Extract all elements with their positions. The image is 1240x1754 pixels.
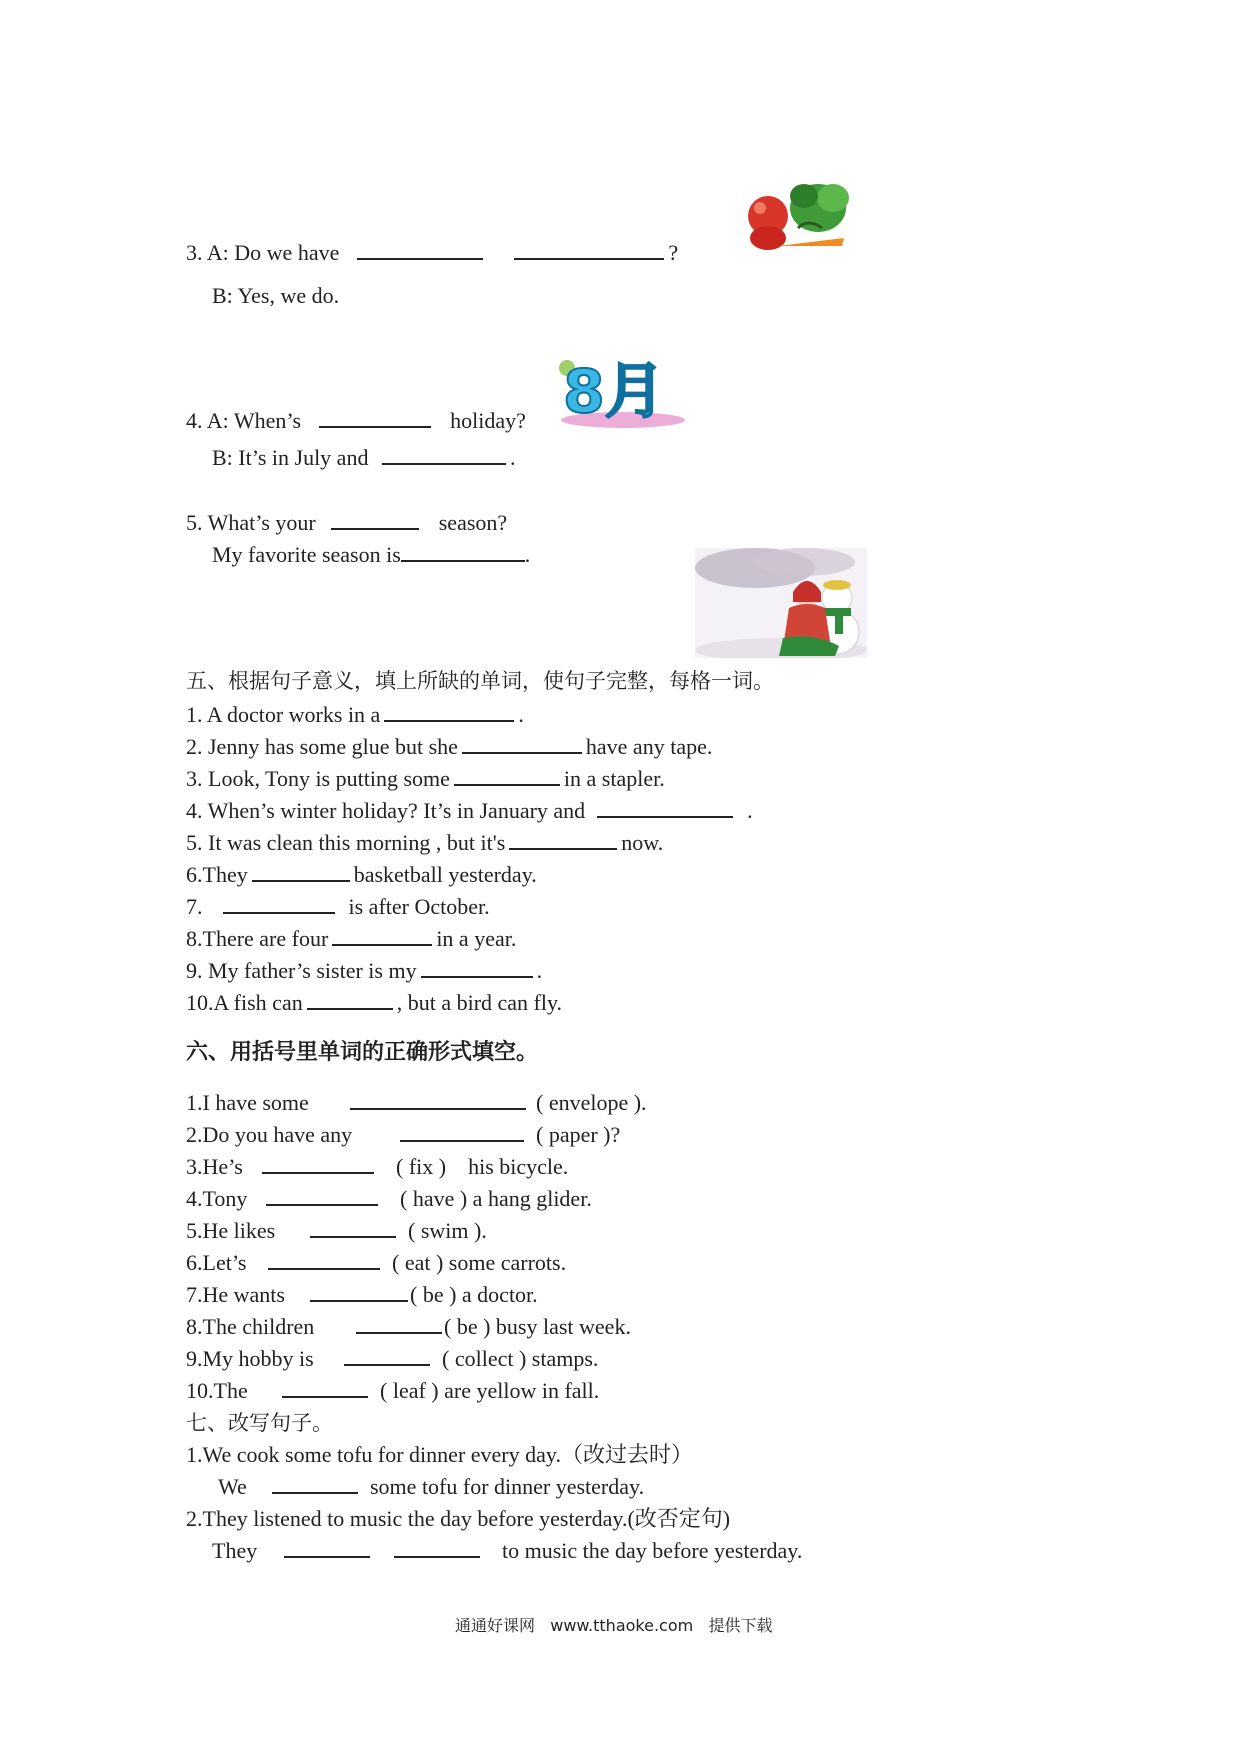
s7-q1-blank[interactable]: [272, 1474, 358, 1494]
s5-7-b: is after October.: [348, 894, 490, 919]
s5-item-8: [186, 926, 516, 952]
s6-8-b: ( be ) busy last week.: [444, 1314, 631, 1339]
q4-mid: holiday?: [450, 408, 526, 433]
s7-q1: 1.We cook some tofu for dinner every day.（改过去时）: [186, 1442, 693, 1467]
s5-7-a: 7.: [186, 894, 203, 919]
s5-9-b: .: [536, 958, 543, 983]
s7-q2-blank-2[interactable]: [394, 1538, 480, 1558]
s6-2-a: 2.Do you have any: [186, 1122, 353, 1147]
s6-10-blank[interactable]: [282, 1378, 368, 1398]
s6-4-b: ( have ) a hang glider.: [400, 1186, 592, 1211]
s6-7-b: ( be ) a doctor.: [410, 1282, 538, 1307]
s6-3-a: 3.He’s: [186, 1154, 243, 1179]
q5-line-b: [212, 542, 530, 568]
s6-item-6: [186, 1250, 566, 1276]
s6-1-a: 1.I have some: [186, 1090, 309, 1115]
q3-blank-2[interactable]: [514, 240, 664, 260]
q4-blank-2[interactable]: [382, 445, 506, 465]
s6-9-blank[interactable]: [344, 1346, 430, 1366]
q3-line-b: B: Yes, we do.: [212, 283, 340, 308]
q5-blank-2[interactable]: [401, 542, 525, 562]
section7-title: 七、改写句子。: [186, 1411, 333, 1435]
s6-2-blank[interactable]: [400, 1122, 524, 1142]
s5-item-7: [186, 894, 490, 920]
s5-3-blank[interactable]: [454, 766, 560, 786]
s6-6-b: ( eat ) some carrots.: [392, 1250, 567, 1275]
s6-item-7: [186, 1282, 538, 1308]
s7-q2-b: to music the day before yesterday.: [502, 1538, 803, 1563]
s5-3-b: in a stapler.: [563, 766, 665, 791]
s7-q1-b: some tofu for dinner yesterday.: [370, 1474, 645, 1499]
s5-7-blank[interactable]: [223, 894, 335, 914]
s6-5-a: 5.He likes: [186, 1218, 276, 1243]
q3-prompt: 3. A: Do we have: [186, 240, 340, 265]
s6-5-blank[interactable]: [310, 1218, 396, 1238]
s5-4-b: .: [747, 798, 753, 823]
s6-item-8: [186, 1314, 631, 1340]
s5-10-a: 10.A fish can: [186, 990, 303, 1015]
s6-7-blank[interactable]: [310, 1282, 408, 1302]
s5-5-blank[interactable]: [509, 830, 617, 850]
s5-item-2: [186, 734, 712, 760]
s5-item-3: [186, 766, 665, 792]
s5-item-4: [186, 798, 753, 824]
q3-line-a: [186, 240, 678, 266]
s6-item-1: [186, 1090, 647, 1116]
s7-q1-answer: [218, 1474, 644, 1500]
q4-line-b: [212, 445, 515, 471]
s5-8-b: in a year.: [436, 926, 517, 951]
q5b-text: My favorite season is: [212, 542, 401, 567]
month-badge-image: [555, 350, 690, 430]
s6-item-2: [186, 1122, 620, 1148]
s7-q2-blank-1[interactable]: [284, 1538, 370, 1558]
vegetables-image: [738, 168, 856, 260]
q4-prompt: 4. A: When’s: [186, 408, 302, 433]
s6-10-b: ( leaf ) are yellow in fall.: [380, 1378, 600, 1403]
s5-item-1: [186, 702, 524, 728]
s6-item-10: [186, 1378, 599, 1404]
s5-item-10: [186, 990, 562, 1016]
s5-9-a: 9. My father’s sister is my: [186, 958, 417, 983]
s6-3-blank[interactable]: [262, 1154, 374, 1174]
s6-item-3: [186, 1154, 568, 1180]
winter-snowman-image: [695, 548, 867, 658]
s5-2-a: 2. Jenny has some glue but she: [186, 734, 458, 759]
s5-6-b: basketball yesterday.: [353, 862, 537, 887]
s6-10-a: 10.The: [186, 1378, 248, 1403]
s5-item-6: [186, 862, 537, 888]
s6-9-b: ( collect ) stamps.: [442, 1346, 599, 1371]
s6-item-4: [186, 1186, 592, 1212]
q3-blank-1[interactable]: [357, 240, 483, 260]
badge-text: 8月: [563, 357, 665, 427]
q4-blank-1[interactable]: [319, 408, 431, 428]
q3-end: ?: [668, 240, 679, 265]
q5-prompt: 5. What’s your: [186, 510, 316, 535]
s5-1-a: 1. A doctor works in a: [186, 702, 381, 727]
s6-8-blank[interactable]: [356, 1314, 442, 1334]
s5-4-a: 4. When’s winter holiday? It’s in January and: [186, 798, 586, 823]
s5-5-b: now.: [621, 830, 664, 855]
q5b-end: .: [524, 542, 531, 567]
s5-9-blank[interactable]: [421, 958, 533, 978]
s6-4-blank[interactable]: [266, 1186, 378, 1206]
s6-item-5: [186, 1218, 487, 1244]
s6-7-a: 7.He wants: [186, 1282, 285, 1307]
s5-4-blank[interactable]: [597, 798, 733, 818]
s6-6-blank[interactable]: [268, 1250, 380, 1270]
q4b-text: B: It’s in July and: [212, 445, 369, 470]
q4b-end: .: [509, 445, 516, 470]
s5-2-blank[interactable]: [462, 734, 582, 754]
s6-9-a: 9.My hobby is: [186, 1346, 314, 1371]
s6-4-a: 4.Tony: [186, 1186, 248, 1211]
s5-3-a: 3. Look, Tony is putting some: [186, 766, 450, 791]
q5-mid: season?: [438, 510, 508, 535]
s5-8-blank[interactable]: [332, 926, 432, 946]
s6-1-b: ( envelope ).: [536, 1090, 647, 1115]
s5-1-blank[interactable]: [384, 702, 514, 722]
s6-2-b: ( paper )?: [536, 1122, 621, 1147]
s5-10-blank[interactable]: [307, 990, 393, 1010]
s7-q2: 2.They listened to music the day before yesterday.(改否定句): [186, 1506, 731, 1531]
s5-10-b: , but a bird can fly.: [396, 990, 563, 1015]
q5-line-a: [186, 510, 507, 536]
s6-6-a: 6.Let’s: [186, 1250, 247, 1275]
s6-3-b: ( fix ) his bicycle.: [396, 1154, 569, 1179]
section5-title: 五、根据句子意义，填上所缺的单词，使句子完整，每格一词。: [186, 669, 774, 693]
s7-q2-a: They: [212, 1538, 258, 1563]
s6-item-9: [186, 1346, 598, 1372]
section6-title: 六、用括号里单词的正确形式填空。: [186, 1040, 539, 1065]
s7-q2-answer: [212, 1538, 802, 1564]
s5-2-b: have any tape.: [585, 734, 713, 759]
s5-item-5: [186, 830, 663, 856]
s5-item-9: [186, 958, 542, 984]
s5-6-a: 6.They: [186, 862, 248, 887]
s6-5-b: ( swim ).: [408, 1218, 487, 1243]
q5-blank-1[interactable]: [331, 510, 419, 530]
s5-8-a: 8.There are four: [186, 926, 329, 951]
footer-text: 通通好课网 www.tthaoke.com 提供下载: [455, 1616, 773, 1635]
s5-5-a: 5. It was clean this morning , but it's: [186, 830, 506, 855]
s6-8-a: 8.The children: [186, 1314, 315, 1339]
s5-1-b: .: [518, 702, 524, 727]
s6-1-blank[interactable]: [350, 1090, 526, 1110]
s5-6-blank[interactable]: [252, 862, 350, 882]
q4-line-a: [186, 408, 526, 434]
s7-q1-a: We: [218, 1474, 247, 1499]
